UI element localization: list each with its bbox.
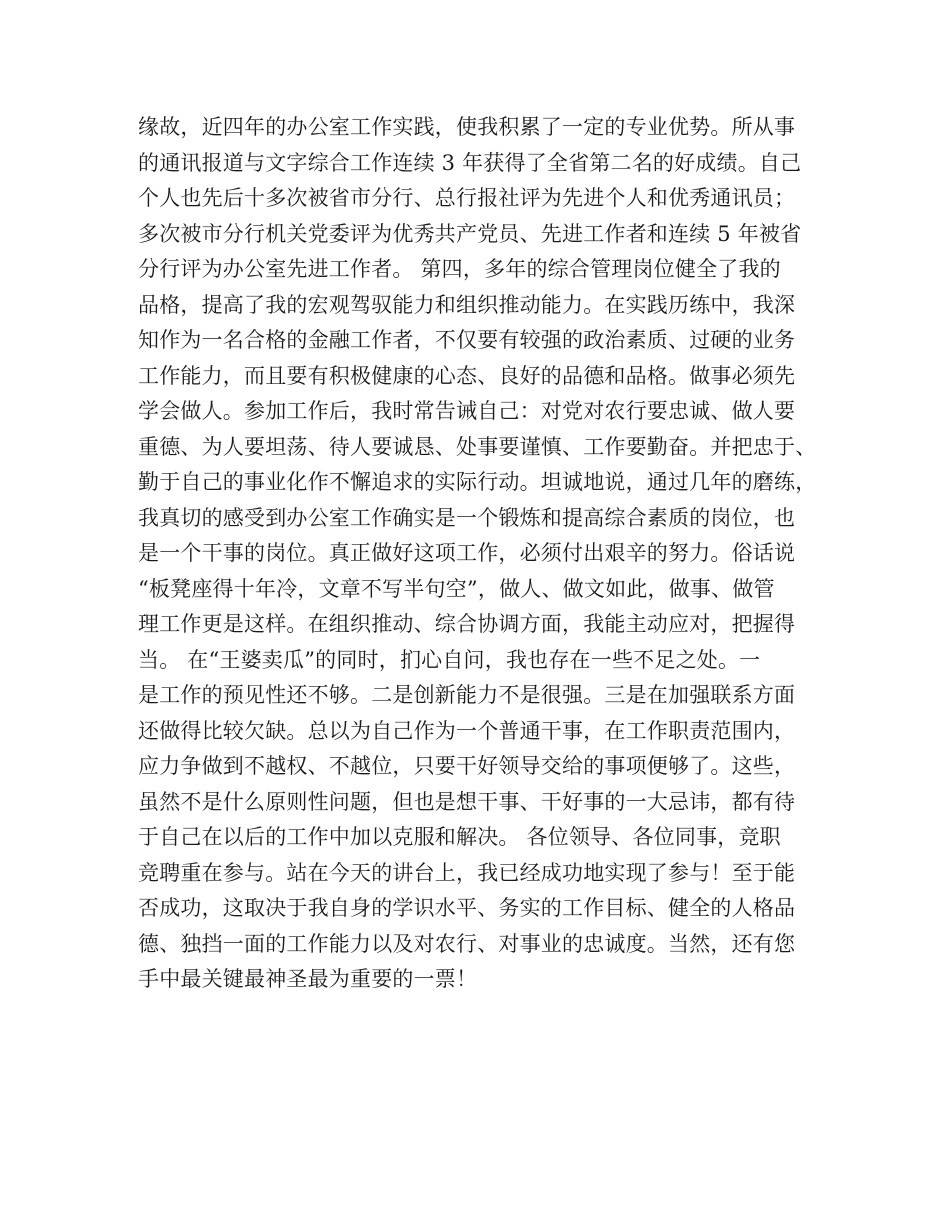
text-line: 竞聘重在参与。站在今天的讲台上，我已经成功地实现了参与！至于能: [138, 860, 796, 885]
text-line: 分行评为办公室先进工作者。 第四，多年的综合管理岗位健全了我的: [138, 257, 781, 281]
text-line: 学会做人。参加工作后，我时常告诫自己：对党对农行要忠诚、做人要: [138, 399, 796, 423]
text-line: 的通讯报道与文字综合工作连续 3 年获得了全省第二名的好成绩。自己: [138, 150, 802, 175]
text-line: 否成功，这取决于我自身的学识水平、务实的工作目标、健全的人格品: [138, 896, 796, 920]
text-line: 虽然不是什么原则性问题，但也是想干事、干好事的一大忌讳，都有待: [138, 789, 796, 814]
text-line: 手中最关键最神圣最为重要的一票！: [138, 967, 478, 991]
text-line: 于自己在以后的工作中加以克服和解决。 各位领导、各位同事，竞职: [138, 825, 781, 849]
text-line: 缘故，近四年的办公室工作实践，使我积累了一定的专业优势。所从事: [138, 115, 796, 139]
text-line: 个人也先后十多次被省市分行、总行报社评为先进个人和优秀通讯员；: [138, 186, 796, 210]
text-line: 是工作的预见性还不够。二是创新能力不是很强。三是在加强联系方面: [138, 683, 796, 707]
text-line: 勤于自己的事业化作不懈追求的实际行动。坦诚地说，通过几年的磨练，: [138, 470, 817, 494]
text-line: 重德、为人要坦荡、待人要诚恳、处事要谨慎、工作要勤奋。并把忠于、: [138, 434, 817, 459]
text-line: 德、独挡一面的工作能力以及对农行、对事业的忠诚度。当然，还有您: [138, 931, 796, 956]
text-line: 是一个干事的岗位。真正做好这项工作，必须付出艰辛的努力。俗话说: [138, 541, 796, 565]
text-line: “板凳座得十年冷，文章不写半句空”，做人、做文如此，做事、做管: [138, 576, 775, 601]
text-line: 品格，提高了我的宏观驾驭能力和组织推动能力。在实践历练中，我深: [138, 292, 796, 317]
text-line: 多次被市分行机关党委评为优秀共产党员、先进工作者和连续 5 年被省: [138, 221, 802, 246]
text-line: 理工作更是这样。在组织推动、综合协调方面，我能主动应对，把握得: [138, 612, 796, 636]
text-line: 工作能力，而且要有积极健康的心态、良好的品德和品格。做事必须先: [138, 363, 796, 388]
text-line: 我真切的感受到办公室工作确实是一个锻炼和提高综合素质的岗位，也: [138, 505, 796, 530]
text-line: 应力争做到不越权、不越位，只要干好领导交给的事项便够了。这些，: [138, 754, 796, 778]
text-line: 还做得比较欠缺。总以为自己作为一个普通干事，在工作职责范围内，: [138, 718, 796, 743]
text-line: 当。 在“王婆卖瓜”的同时，扪心自问，我也存在一些不足之处。一: [138, 647, 761, 672]
body-text: [138, 110, 828, 998]
text-line: 知作为一名合格的金融工作者，不仅要有较强的政治素质、过硬的业务: [138, 328, 796, 352]
